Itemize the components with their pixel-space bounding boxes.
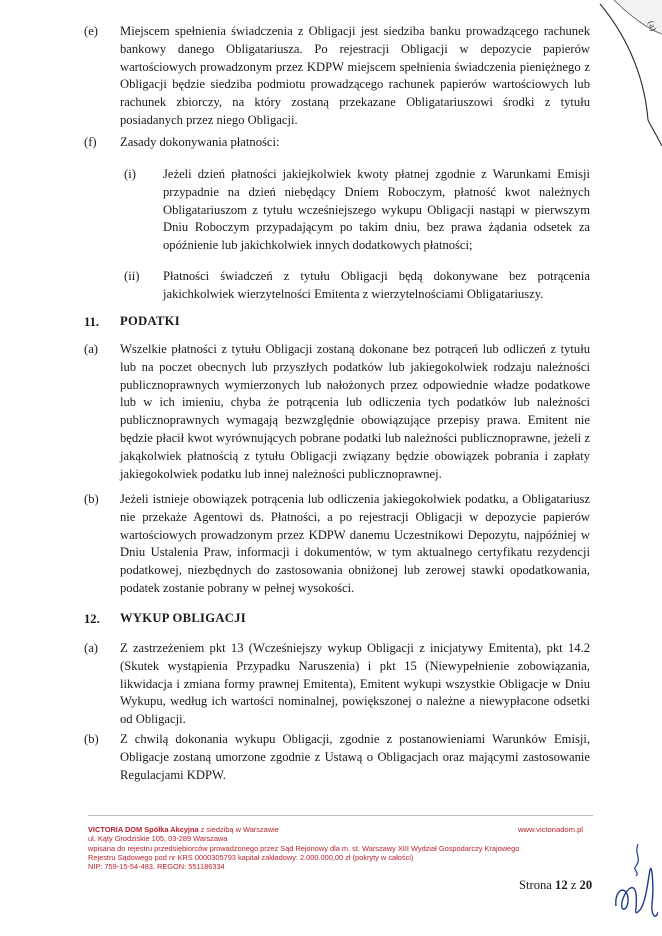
footer-company-name: VICTORIA DOM Spółka Akcyjna xyxy=(88,825,199,834)
para-12b-label: (b) xyxy=(84,732,99,746)
page-number-separator: z xyxy=(567,878,580,892)
svg-text:(a): (a) xyxy=(646,19,659,33)
footer-website-link[interactable]: www.victoriadom.pl xyxy=(518,825,583,834)
footer-company-seat: z siedzibą w Warszawie xyxy=(198,825,279,834)
para-e-text: Miejscem spełnienia świadczenia z Obligacji jest siedziba banku prowadzącego rachunek bankowy danego Obligatariusza. Po rejestracji Obligacji w depozycie papierów wartościowych prowadzonym przez KDPW miejscem spełnienia świadczenia pieniężnego z Obligacji będzie siedziba podmiotu prowadzącego rachunek papierów wartościowych lub rachunek zbiorczy, na który zostaną przekazane Obligatariuszowi środki z tytułu posiadanych przez niego Obligacji. xyxy=(120,24,590,127)
para-12a-label: (a) xyxy=(84,641,98,655)
para-f-label: (f) xyxy=(84,135,97,149)
company-footer xyxy=(88,825,593,871)
footer-divider xyxy=(88,815,593,816)
footer-krs-capital: Rejestru Sądowego pod nr KRS 0000305793 kapitał zakładowy: 2.000.000,00 zł (pokryty w całości) xyxy=(88,852,414,862)
para-11b-label: (b) xyxy=(84,492,99,506)
page-number-current: 12 xyxy=(555,878,568,892)
para-f-ii-text: Płatności świadczeń z tytułu Obligacji będą dokonywane bez potrącenia jakichkolwiek wierzytelności Emitenta z wierzytelnościami Obligatariuszy. xyxy=(163,269,590,301)
para-11b-text: Jeżeli istnieje obowiązek potrącenia lub odliczenia jakiegokolwiek podatku, a Obligatariusz nie przekaże Agentowi ds. Płatności, a po rejestracji Obligacji w depozycie papierów wartościowych prowadzonym przez KDPW danemu Uczestnikowi Depozytu, najpóźniej w Dniu Ustalenia Praw, informacji i dokumentów, w tym aktualnego certyfikatu rezydencji podatkowej, niezbędnych do zastosowania obniżonej lub zerowej stawki opodatkowania, podatek zostanie pobrany w pełnej wysokości. xyxy=(120,492,590,595)
footer-nip-regon: NIP: 759-15-54-483, REGON: 551186334 xyxy=(88,862,225,872)
para-12a-text: Z zastrzeżeniem pkt 13 (Wcześniejszy wykup Obligacji z inicjatywy Emitenta), pkt 14.2 (Skutek wystąpienia Przypadku Naruszenia) i pkt 15 (Niewypełnienie zobowiązania, likwidacja i zmiana formy prawnej Emitenta), Emitent wykupi wszystkie Obligacje w Dniu Wykupu, według ich wartości nominalnej, powiększonej o należne a niewypłacone odsetki od Obligacji. xyxy=(120,641,590,727)
para-11a-text: Wszelkie płatności z tytułu Obligacji zostaną dokonane bez potrąceń lub odliczeń z tytułu lub na poczet obecnych lub przyszłych podatków lub jakiegokolwiek rodzaju należności publicznoprawnych wymierzonych lub nałożonych przez odpowiednie władze podatkowe lub w ich imieniu, chyba że potrącenia lub odliczenia tych podatków lub należności publicznoprawnych wymagają bezwzględnie obowiązujące przepisy prawa. Emitent nie będzie płacił kwot wyrównujących pobrane podatki lub należności publicznoprawne, jeżeli z jakąkolwiek płatnością z tytułu Obligacji związany będzie obowiązek pobrania i zapłaty jakiegokolwiek podatku lub innej należności publicznoprawnej. xyxy=(120,342,590,481)
page-corner-curl xyxy=(592,0,662,150)
para-e-label: (e) xyxy=(84,24,98,38)
footer-registry-court: wpisana do rejestru przedsiębiorców prowadzonego przez Sąd Rejonowy dla m. st. Warszawy XIII Wydział Gospodarczy Krajowego xyxy=(88,843,520,853)
para-f-i-label: (i) xyxy=(124,167,136,181)
page-number-prefix: Strona xyxy=(519,878,556,892)
page-number xyxy=(519,878,592,893)
section-12-title: WYKUP OBLIGACJI xyxy=(120,611,246,625)
section-12-number: 12. xyxy=(84,612,100,626)
section-11-title: PODATKI xyxy=(120,314,180,328)
para-11a-label: (a) xyxy=(84,342,98,356)
para-12b-text: Z chwilą dokonania wykupu Obligacji, zgodnie z postanowieniami Warunków Emisji, Obligacje zostaną umorzone zgodnie z Ustawą o Obligacjach oraz mającymi zastosowanie Regulacjami KDPW. xyxy=(120,732,590,782)
para-f-text: Zasady dokonywania płatności: xyxy=(120,135,280,149)
handwritten-initials-signature xyxy=(612,840,658,930)
para-f-ii-label: (ii) xyxy=(124,269,140,283)
section-11-number: 11. xyxy=(84,315,100,329)
page-number-total: 20 xyxy=(579,878,593,892)
footer-address: ul. Kąty Grodziskie 105, 03-289 Warszawa xyxy=(88,834,228,844)
para-f-i-text: Jeżeli dzień płatności jakiejkolwiek kwoty płatnej zgodnie z Warunkami Emisji przypadnie na dzień niebędący Dniem Roboczym, płatność kwot należnych Obligatariuszom z tytułu wcześniejszego wykupu Obligacji nastąpi w pierwszym Dniu Roboczym przypadającym po takim dniu, bez prawa żądania odsetek za opóźnienie lub jakichkolwiek innych dodatkowych płatności; xyxy=(163,167,590,253)
